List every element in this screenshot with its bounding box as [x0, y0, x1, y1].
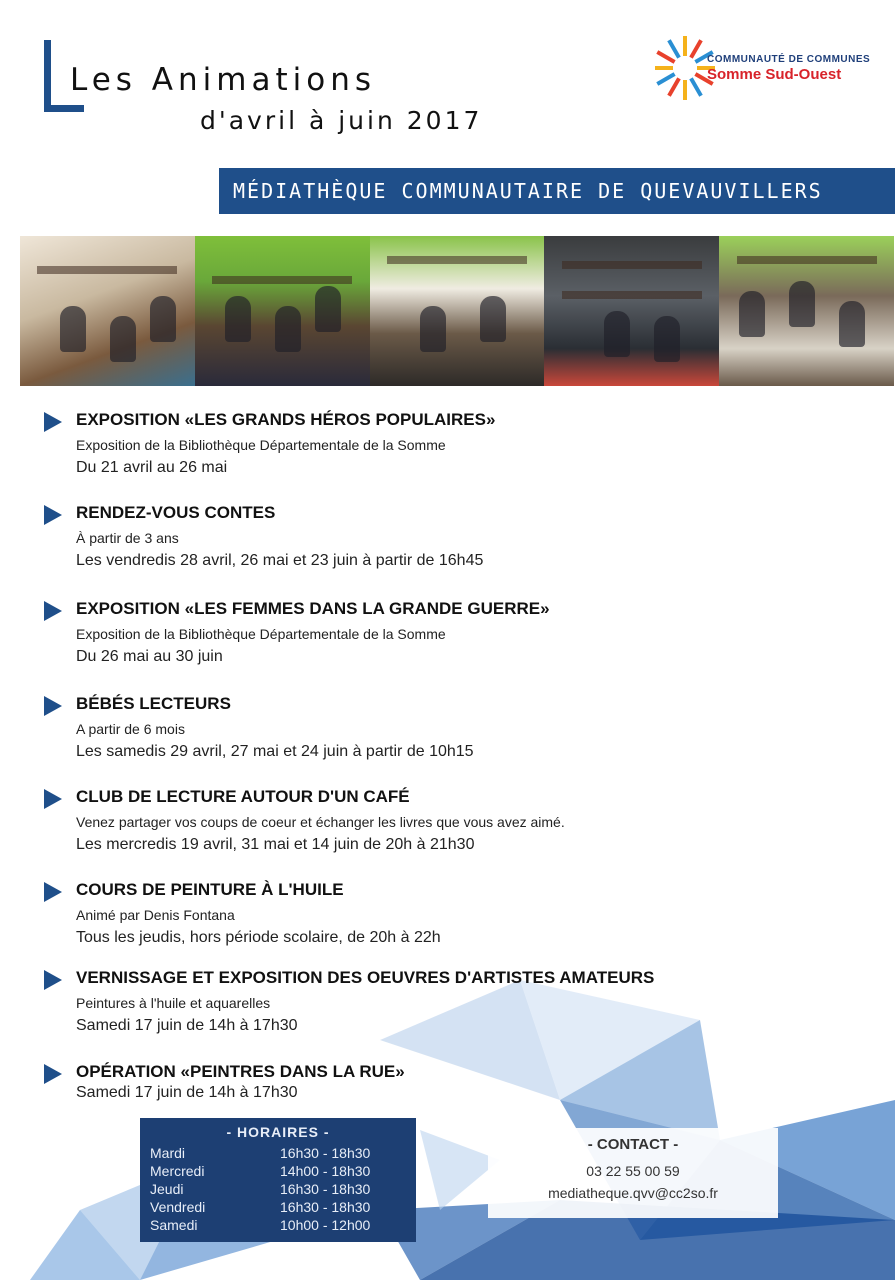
- library-photo: [370, 236, 545, 386]
- hours-time: 16h30 - 18h30: [280, 1199, 371, 1215]
- event-detail: Exposition de la Bibliothèque Départementale de la Somme: [76, 626, 446, 642]
- contact-email-link[interactable]: mediatheque.qvv@cc2so.fr: [548, 1185, 718, 1201]
- arrow-icon: [44, 789, 62, 809]
- arrow-icon: [44, 505, 62, 525]
- event-date: Du 26 mai au 30 juin: [76, 648, 223, 665]
- hours-row: [140, 1144, 416, 1162]
- event-date: Samedi 17 juin de 14h à 17h30: [76, 1084, 298, 1101]
- event-date: Tous les jeudis, hors période scolaire, de 20h à 22h: [76, 929, 441, 946]
- photo-strip: [20, 236, 894, 386]
- hours-day: Mardi: [150, 1145, 186, 1161]
- contact-box: [488, 1128, 778, 1218]
- logo-line2: Somme Sud-Ouest: [707, 66, 842, 83]
- hours-row: [140, 1198, 416, 1216]
- hours-time: 16h30 - 18h30: [280, 1145, 371, 1161]
- event-title: BÉBÉS LECTEURS: [76, 694, 231, 713]
- contact-title: - CONTACT -: [587, 1136, 679, 1153]
- event-title: VERNISSAGE ET EXPOSITION DES OEUVRES D'ARTISTES AMATEURS: [76, 968, 655, 987]
- event-date: Samedi 17 juin de 14h à 17h30: [76, 1017, 298, 1034]
- event-date: Les vendredis 28 avril, 26 mai et 23 juin à partir de 16h45: [76, 552, 484, 569]
- event-detail: À partir de 3 ans: [76, 530, 179, 546]
- event-title: CLUB DE LECTURE AUTOUR D'UN CAFÉ: [76, 787, 410, 806]
- event-title: RENDEZ-VOUS CONTES: [76, 503, 276, 522]
- arrow-icon: [44, 882, 62, 902]
- page-title: Les Animations: [70, 62, 376, 98]
- contact-phone[interactable]: 03 22 55 00 59: [586, 1163, 680, 1179]
- page-subtitle: d'avril à juin 2017: [200, 106, 483, 135]
- hours-day: Vendredi: [150, 1199, 206, 1215]
- library-photo: [20, 236, 195, 386]
- library-photo: [195, 236, 370, 386]
- sun-logo-icon: [655, 30, 715, 100]
- event-detail: Exposition de la Bibliothèque Départementale de la Somme: [76, 437, 446, 453]
- event-detail: Peintures à l'huile et aquarelles: [76, 995, 271, 1011]
- arrow-icon: [44, 601, 62, 621]
- logo-line1: COMMUNAUTÉ DE COMMUNES: [707, 54, 871, 65]
- library-photo: [719, 236, 894, 386]
- arrow-icon: [44, 696, 62, 716]
- event-date: Les samedis 29 avril, 27 mai et 24 juin à partir de 10h15: [76, 743, 474, 760]
- opening-hours-box: [140, 1118, 416, 1242]
- hours-day: Jeudi: [150, 1181, 184, 1197]
- event-title: OPÉRATION «PEINTRES DANS LA RUE»: [76, 1062, 405, 1081]
- hours-row: [140, 1216, 416, 1234]
- hours-time: 10h00 - 12h00: [280, 1217, 371, 1233]
- event-detail: A partir de 6 mois: [76, 721, 185, 737]
- event-title: COURS DE PEINTURE À L'HUILE: [76, 880, 344, 899]
- event-detail: Animé par Denis Fontana: [76, 907, 235, 923]
- community-logo: [655, 30, 875, 110]
- event-date: Les mercredis 19 avril, 31 mai et 14 juin de 20h à 21h30: [76, 836, 475, 853]
- event-title: EXPOSITION «LES GRANDS HÉROS POPULAIRES»: [76, 410, 496, 429]
- hours-row: [140, 1162, 416, 1180]
- hours-row: [140, 1180, 416, 1198]
- arrow-icon: [44, 970, 62, 990]
- event-title: EXPOSITION «LES FEMMES DANS LA GRANDE GUERRE»: [76, 599, 550, 618]
- hours-day: Mercredi: [150, 1163, 205, 1179]
- event-detail: Venez partager vos coups de coeur et échanger les livres que vous avez aimé.: [76, 814, 565, 830]
- hours-day: Samedi: [150, 1217, 198, 1233]
- hours-time: 16h30 - 18h30: [280, 1181, 371, 1197]
- library-photo: [544, 236, 719, 386]
- hours-time: 14h00 - 18h30: [280, 1163, 371, 1179]
- arrow-icon: [44, 1064, 62, 1084]
- arrow-icon: [44, 412, 62, 432]
- hours-title: - HORAIRES -: [226, 1124, 330, 1140]
- library-banner: MÉDIATHÈQUE COMMUNAUTAIRE DE QUEVAUVILLERS: [219, 168, 895, 214]
- event-date: Du 21 avril au 26 mai: [76, 459, 228, 476]
